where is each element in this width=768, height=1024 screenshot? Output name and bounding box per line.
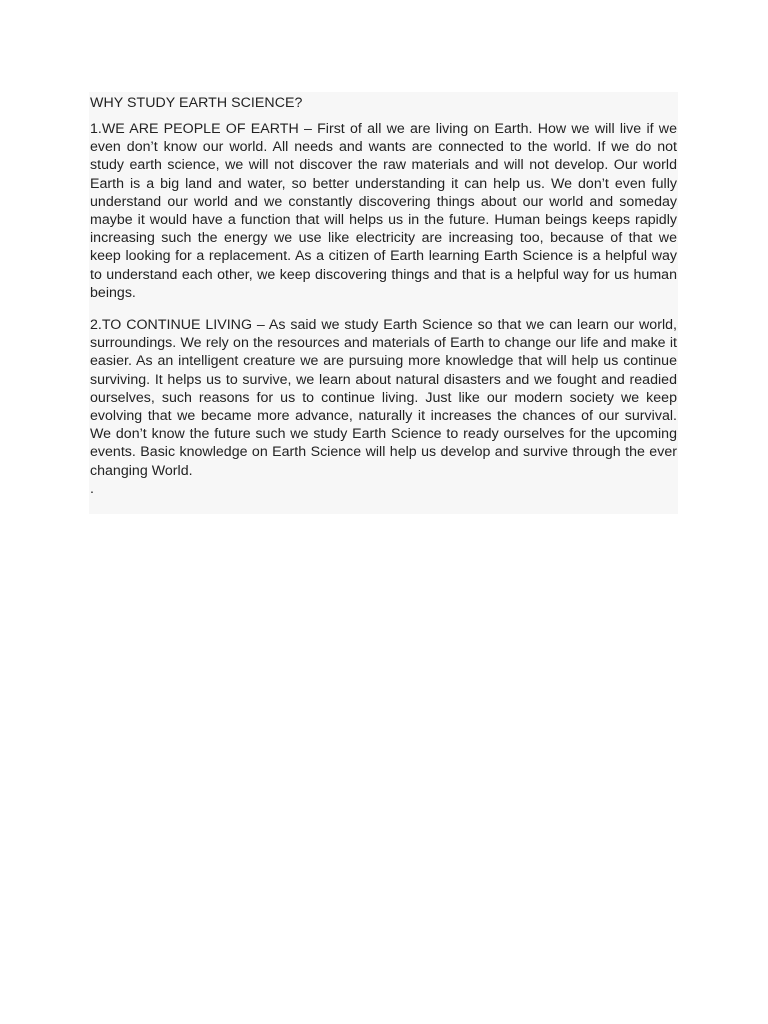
paragraph-people-of-earth: 1.WE ARE PEOPLE OF EARTH – First of all we are living on Earth. How we will live if we even don’t know our world. All needs and wants are connected to the world. If we do not study earth science, we will not discover the raw materials and will not develop. Our world Earth is a big land and water, so better understanding it can help us. We don’t even fully understand our world and we constantly discovering things about our world and someday maybe it would have a function that will helps us in the future. Human beings keeps rapidly increasing such the energy we use like electricity are increasing too, because of that we keep looking for a replacement. As a citizen of Earth learning Earth Science is a helpful way to understand each other, we keep discovering things and that is a helpful way for us human beings. [90, 121, 677, 301]
document-content-box [89, 92, 678, 514]
document-title: WHY STUDY EARTH SCIENCE? [90, 95, 303, 111]
paragraph-continue-living: 2.TO CONTINUE LIVING – As said we study Earth Science so that we can learn our world, surroundings. We rely on the resources and materials of Earth to change our life and make it easier. As an intelligent creature we are pursuing more knowledge that will help us continue surviving. It helps us to survive, we learn about natural disasters and we fought and readied ourselves, such reasons for us to continue living. Just like our modern society we keep evolving that we became more advance, naturally it increases the chances of our survival. We don’t know the future such we study Earth Science to ready ourselves for the upcoming events. Basic knowledge on Earth Science will help us develop and survive through the ever changing World. [90, 317, 677, 479]
trailing-dot: . [90, 480, 94, 497]
